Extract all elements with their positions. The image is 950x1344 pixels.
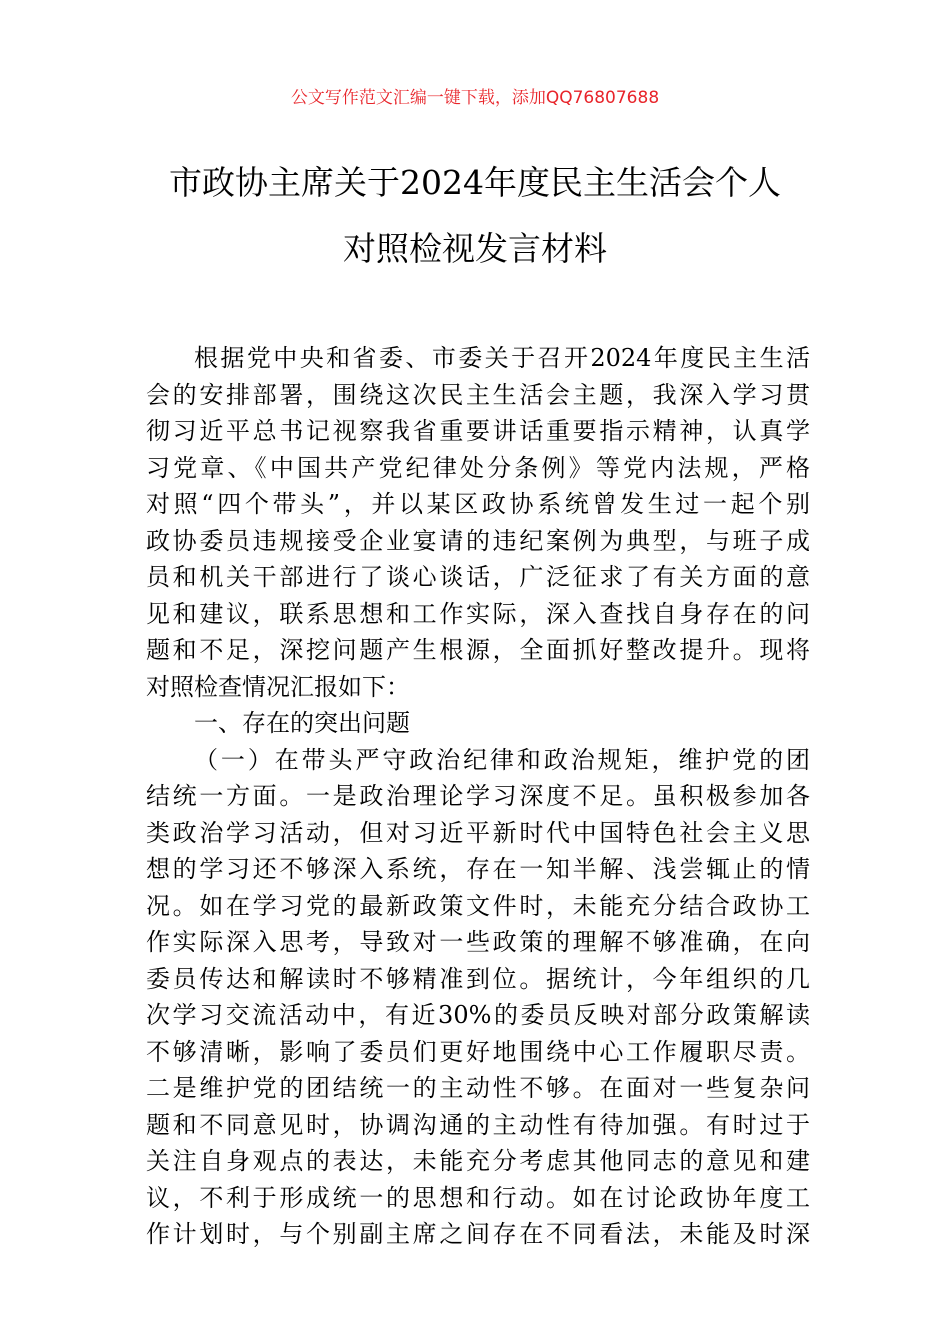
- paragraph-line: 题和不同意见时，协调沟通的主动性有待加强。有时过于: [146, 1110, 810, 1139]
- paragraph-line: 会的安排部署，围绕这次民主生活会主题，我深入学习贯: [146, 380, 810, 409]
- paragraph-line: 二是维护党的团结统一的主动性不够。在面对一些复杂问: [146, 1074, 810, 1102]
- title-line: 对照检视发言材料: [343, 229, 607, 268]
- paragraph-line: （一）在带头严守政治纪律和政治规矩，维护党的团: [194, 745, 810, 774]
- paragraph-line: 对照“四个带头”，并以某区政协系统曾发生过一起个别: [146, 490, 810, 518]
- paragraph-line: 员和机关干部进行了谈心谈话，广泛征求了有关方面的意: [146, 563, 810, 591]
- paragraph-line: 对照检查情况汇报如下：: [146, 672, 410, 701]
- paragraph-line: 况。如在学习党的最新政策文件时，未能充分结合政协工: [146, 891, 810, 920]
- paragraph-line: 彻习近平总书记视察我省重要讲话重要指示精神，认真学: [146, 417, 810, 445]
- document-body: [146, 340, 810, 1253]
- paragraph-line: 作计划时，与个别副主席之间存在不同看法，未能及时深: [146, 1220, 810, 1248]
- paragraph-line: 作实际深入思考，导致对一些政策的理解不够准确，在向: [146, 928, 810, 956]
- paragraph-line: 不够清晰，影响了委员们更好地围绕中心工作履职尽责。: [146, 1037, 810, 1066]
- paragraph-line: 政协委员违规接受企业宴请的违纪案例为典型，与班子成: [146, 526, 810, 555]
- paragraph-line: 关注自身观点的表达，未能充分考虑其他同志的意见和建: [146, 1147, 810, 1175]
- paragraph-line: 类政治学习活动，但对习近平新时代中国特色社会主义思: [146, 818, 810, 847]
- paragraph-line: 议，不利于形成统一的思想和行动。如在讨论政协年度工: [146, 1183, 810, 1212]
- document-title: [100, 150, 850, 282]
- paragraph-line: 题和不足，深挖问题产生根源，全面抓好整改提升。现将: [146, 636, 810, 664]
- title-line: 市政协主席关于2024年度民主生活会个人: [169, 163, 781, 202]
- paragraph-line: 委员传达和解读时不够精准到位。据统计，今年组织的几: [146, 964, 810, 993]
- paragraph-line: 习党章、《中国共产党纪律处分条例》等党内法规，严格: [146, 453, 810, 482]
- paragraph-line: 结统一方面。一是政治理论学习深度不足。虽积极参加各: [146, 782, 810, 810]
- paragraph-line: 根据党中央和省委、市委关于召开2024年度民主生活: [194, 344, 810, 372]
- paragraph-line: 次学习交流活动中，有近30%的委员反映对部分政策解读: [146, 1001, 810, 1029]
- paragraph-line: 想的学习还不够深入系统，存在一知半解、浅尝辄止的情: [146, 855, 810, 883]
- paragraph-line: 见和建议，联系思想和工作实际，深入查找自身存在的问: [146, 599, 810, 628]
- section-heading: 一、存在的突出问题: [194, 709, 410, 737]
- download-banner: 公文写作范文汇编一键下载，添加QQ76807688: [290, 88, 660, 108]
